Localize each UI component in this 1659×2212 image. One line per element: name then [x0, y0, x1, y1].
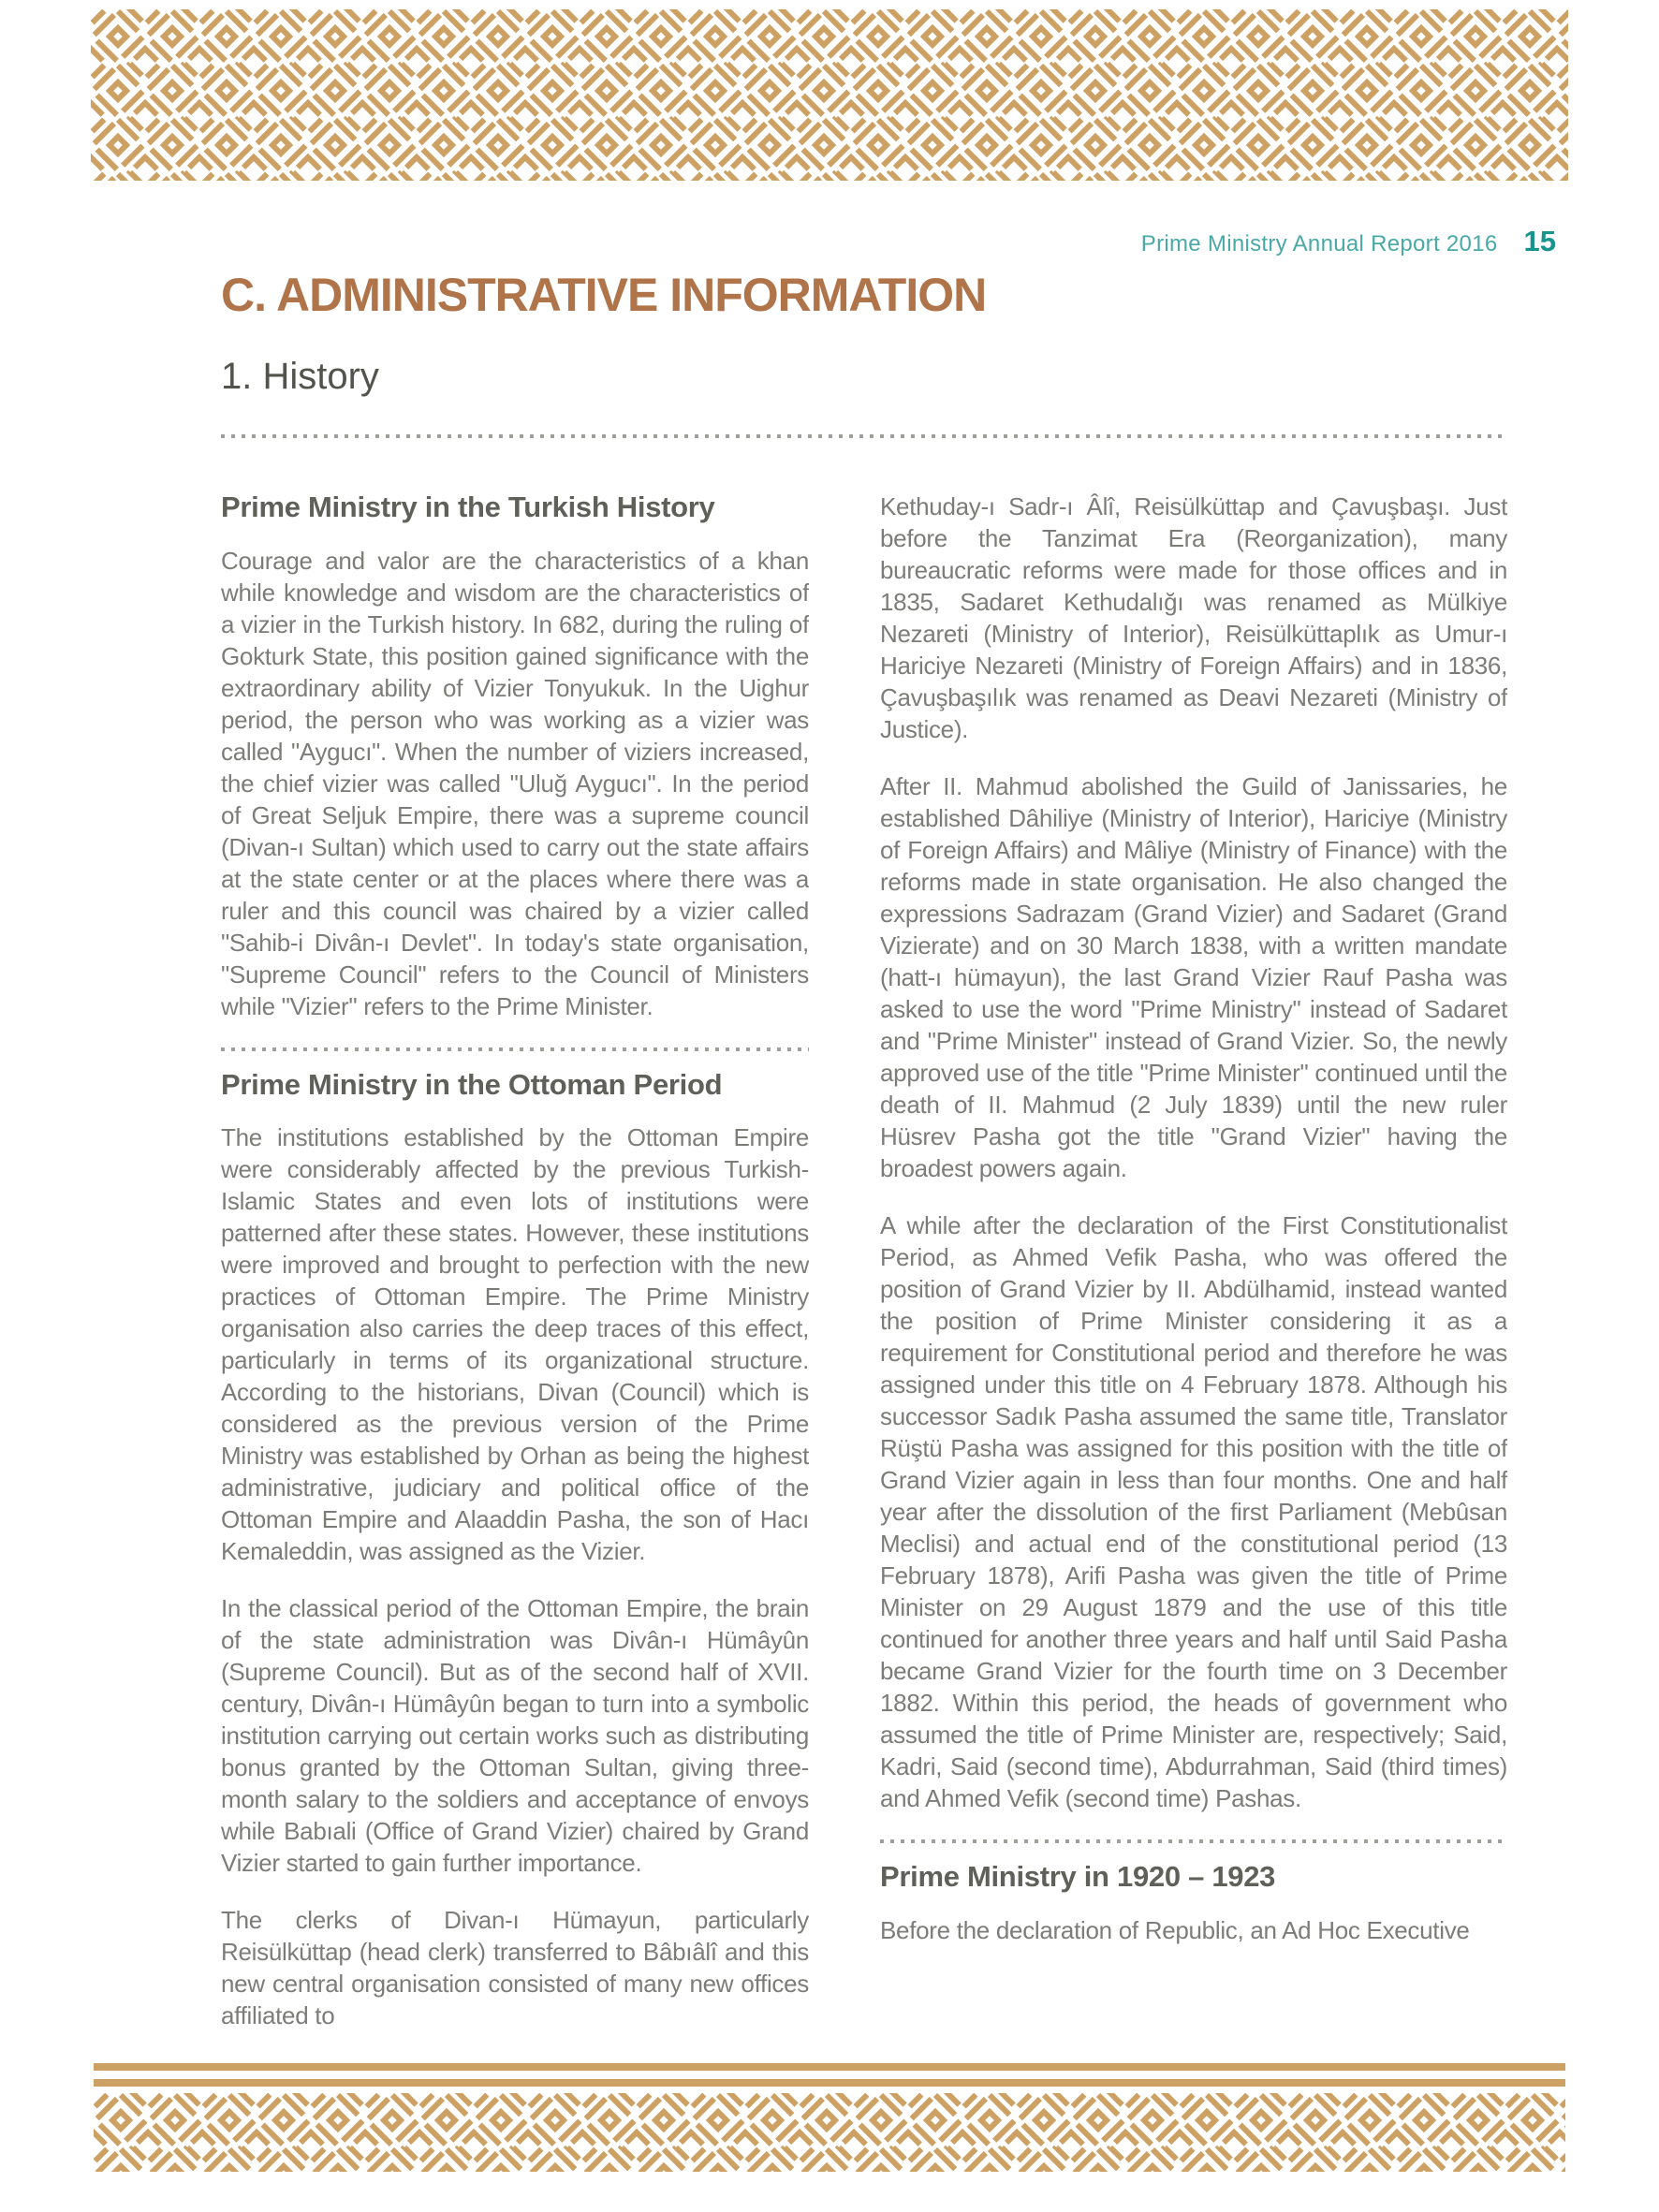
body-paragraph: Courage and valor are the characteristics of a khan while knowledge and wisdom are the characteristics of a vizier in the Turkish history. In 682, during the ruling of Gokturk State, this position gained significance with the extraordinary ability of Vizier Tonyukuk. In the Uighur period, the person who was working as a vizier was called "Aygucı". When the number of viziers increased, the chief vizier was called "Uluğ Aygucı". In the period of Great Seljuk Empire, there was a supreme council (Divan-ı Sultan) which used to carry out the state affairs at the state center or at the places where there was a ruler and this council was chaired by a vizier called "Sahib-i Divân-ı Devlet". In today's state organisation, "Supreme Council" refers to the Council of Ministers while "Vizier" refers to the Prime Minister.	[221, 546, 809, 1020]
subsection-title: 1. History	[221, 356, 379, 397]
right-column	[880, 491, 1507, 2059]
body-paragraph: In the classical period of the Ottoman Empire, the brain of the state administration was Divân-ı Hümâyûn (Supreme Council). But as of the second half of XVII. century, Divân-ı Hümâyûn began to turn into a symbolic institution carrying out certain works such as distributing bonus granted by the Ottoman Sultan, giving three-month salary to the soldiers and acceptance of envoys while Babıali (Office of Grand Vizier) chaired by Grand Vizier started to gain further importance.	[221, 1594, 809, 1878]
body-paragraph: The clerks of Divan-ı Hümayun, particularly Reisülküttap (head clerk) transferred to Bâbıâlî and this new central organisation consisted of many new offices affiliated to	[221, 1906, 809, 2030]
page-number: 15	[1523, 225, 1556, 257]
bottom-border-ornament	[94, 2093, 1565, 2172]
dotted-divider-top	[221, 434, 1507, 438]
report-title: Prime Ministry Annual Report 2016	[1140, 231, 1498, 256]
top-border-ornament	[91, 9, 1568, 181]
column-heading-turkish-history: Prime Ministry in the Turkish History	[221, 491, 715, 523]
left-column	[221, 491, 809, 2059]
body-paragraph: The institutions established by the Ottoman Empire were considerably affected by the previous Turkish-Islamic States and even lots of institutions were patterned after these states. However, these institutions were improved and brought to perfection with the new practices of Ottoman Empire. The Prime Ministry organisation also carries the deep traces of this effect, particularly in terms of its organizational structure. According to the historians, Divan (Council) which is considered as the previous version of the Prime Ministry was established by Orhan as being the highest administrative, judiciary and political office of the Ottoman Empire and Alaaddin Pasha, the son of Hacı Kemaleddin, was assigned as the Vizier.	[221, 1123, 809, 1566]
section-title: C. ADMINISTRATIVE INFORMATION	[221, 269, 987, 321]
column-heading-1920-1923: Prime Ministry in 1920 – 1923	[880, 1860, 1276, 1893]
body-paragraph: Before the declaration of Republic, an Ad Hoc Executive	[880, 1915, 1470, 1944]
page-header	[1141, 225, 1556, 258]
body-paragraph: A while after the declaration of the First Constitutionalist Period, as Ahmed Vefik Pasha, who was offered the position of Grand Vizier by II. Abdülhamid, instead wanted the position of Prime Minister considering it as a requirement for Constitutional period and therefore he was assigned under this title on 4 February 1878. Although his successor Sadık Pasha assumed the same title, Translator Rüştü Pasha was assigned for this position with the title of Grand Vizier again in less than four months. One and half year after the dissolution of the first Parliament (Mebûsan Meclisi) and actual end of the constitutional period (13 February 1878), Arifi Pasha was given the title of Prime Minister on 29 August 1879 and the use of this title continued for another three years and half until Said Pasha became Grand Vizier for the fourth time on 3 December 1882. Within this period, the heads of government who assumed the title of Prime Minister are, respectively; Said, Kadri, Said (second time), Abdurrahman, Said (third times) and Ahmed Vefik (second time) Pashas.	[880, 1211, 1507, 1812]
dotted-divider-left-column	[221, 1047, 809, 1051]
bottom-border-line-2	[94, 2079, 1565, 2087]
bottom-border-line-1	[94, 2063, 1565, 2071]
body-paragraph: Kethuday-ı Sadr-ı Âlî, Reisülküttap and Çavuşbaşı. Just before the Tanzimat Era (Reorganization), many bureaucratic reforms were made for those offices and in 1835, Sadaret Kethudalığı was renamed as Mülkiye Nezareti (Ministry of Interior), Reisülküttaplık as Umur-ı Hariciye Nezareti (Ministry of Foreign Affairs) and in 1836, Çavuşbaşılık was renamed as Deavi Nezareti (Ministry of Justice).	[880, 492, 1507, 743]
dotted-divider-right-column	[880, 1839, 1507, 1843]
body-paragraph: After II. Mahmud abolished the Guild of Janissaries, he established Dâhiliye (Ministry of Interior), Hariciye (Ministry of Foreign Affairs) and Mâliye (Ministry of Finance) with the reforms made in state organisation. He also changed the expressions Sadrazam (Grand Vizier) and Sadaret (Grand Vizierate) and on 30 March 1838, with a written mandate (hatt-ı hümayun), the last Grand Vizier Rauf Pasha was asked to use the word "Prime Ministry" instead of Sadaret and "Prime Minister" instead of Grand Vizier. So, the newly approved use of the title "Prime Minister" continued until the death of II. Mahmud (2 July 1839) until the new ruler Hüsrev Pasha got the title "Grand Vizier" having the broadest powers again.	[880, 772, 1507, 1182]
column-heading-ottoman-period: Prime Ministry in the Ottoman Period	[221, 1067, 723, 1101]
